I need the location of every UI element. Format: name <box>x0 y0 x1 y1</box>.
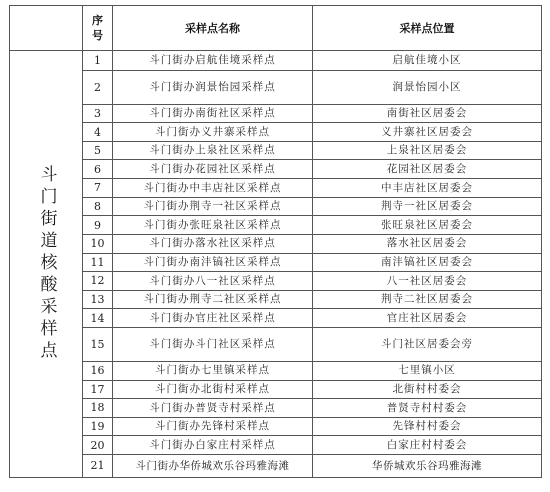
row-site-name: 斗门街办南街社区采样点 <box>113 104 313 123</box>
row-site-location: 润景怡园小区 <box>313 70 542 104</box>
table-row <box>10 399 542 418</box>
row-seq: 9 <box>83 216 113 235</box>
row-site-location: 普贤寺村村委会 <box>313 399 542 418</box>
table-row <box>10 51 542 71</box>
table-row <box>10 361 542 380</box>
row-site-name: 斗门街办张旺泉社区采样点 <box>113 216 313 235</box>
header-location: 采样点位置 <box>313 6 542 51</box>
row-site-location: 启航佳境小区 <box>313 51 542 71</box>
table-row <box>10 290 542 309</box>
header-seq-char-1: 序 <box>92 14 103 27</box>
row-site-location: 北街村村委会 <box>313 380 542 399</box>
row-seq: 6 <box>83 160 113 179</box>
row-site-name: 斗门街办七里镇采样点 <box>113 361 313 380</box>
row-seq: 18 <box>83 399 113 418</box>
row-seq: 1 <box>83 51 113 71</box>
row-site-name: 斗门街办启航佳境采样点 <box>113 51 313 71</box>
row-site-location: 落水社区居委会 <box>313 234 542 253</box>
row-site-name: 斗门街办义井寨采样点 <box>113 123 313 142</box>
row-site-name: 斗门街办斗门社区采样点 <box>113 327 313 361</box>
table-row <box>10 216 542 235</box>
table-row <box>10 253 542 272</box>
row-site-name: 斗门街办八一社区采样点 <box>113 272 313 291</box>
table-row <box>10 272 542 291</box>
row-seq: 19 <box>83 417 113 436</box>
header-seq-char-2: 号 <box>92 29 103 42</box>
table-row <box>10 160 542 179</box>
header-seq <box>83 6 113 51</box>
table-body <box>10 51 542 478</box>
row-site-name: 斗门街办华侨城欢乐谷玛雅海滩 <box>113 454 313 477</box>
row-site-location: 上泉社区居委会 <box>313 141 542 160</box>
row-seq: 16 <box>83 361 113 380</box>
row-site-location: 荆寺一社区居委会 <box>313 197 542 216</box>
row-site-location: 先锋村村委会 <box>313 417 542 436</box>
table-row <box>10 436 542 455</box>
row-seq: 15 <box>83 327 113 361</box>
row-seq: 10 <box>83 234 113 253</box>
row-seq: 14 <box>83 309 113 328</box>
row-seq: 4 <box>83 123 113 142</box>
table-row <box>10 234 542 253</box>
row-site-location: 斗门社区居委会旁 <box>313 327 542 361</box>
row-site-name: 斗门街办润景怡园采样点 <box>113 70 313 104</box>
row-site-location: 八一社区居委会 <box>313 272 542 291</box>
row-seq: 13 <box>83 290 113 309</box>
row-seq: 17 <box>83 380 113 399</box>
table-row <box>10 104 542 123</box>
row-site-location: 义井寨社区居委会 <box>313 123 542 142</box>
row-site-location: 南沣镐社区居委会 <box>313 253 542 272</box>
row-seq: 2 <box>83 70 113 104</box>
table-row <box>10 417 542 436</box>
row-site-location: 张旺泉社区居委会 <box>313 216 542 235</box>
row-seq: 8 <box>83 197 113 216</box>
row-site-name: 斗门街办官庄社区采样点 <box>113 309 313 328</box>
table-row <box>10 327 542 361</box>
row-seq: 11 <box>83 253 113 272</box>
row-site-name: 斗门街办荆寺一社区采样点 <box>113 197 313 216</box>
row-site-name: 斗门街办荆寺二社区采样点 <box>113 290 313 309</box>
table-row <box>10 70 542 104</box>
row-site-location: 南街社区居委会 <box>313 104 542 123</box>
row-site-name: 斗门街办先锋村采样点 <box>113 417 313 436</box>
row-site-name: 斗门街办南沣镐社区采样点 <box>113 253 313 272</box>
header-name: 采样点名称 <box>113 6 313 51</box>
table-row <box>10 123 542 142</box>
row-site-name: 斗门街办落水社区采样点 <box>113 234 313 253</box>
region-label: 斗门街道核酸采样点 <box>10 51 83 478</box>
table-row <box>10 179 542 198</box>
row-site-location: 白家庄村村委会 <box>313 436 542 455</box>
header-row <box>10 6 542 51</box>
row-seq: 5 <box>83 141 113 160</box>
row-site-location: 七里镇小区 <box>313 361 542 380</box>
row-site-name: 斗门街办上泉社区采样点 <box>113 141 313 160</box>
row-seq: 12 <box>83 272 113 291</box>
table-row <box>10 141 542 160</box>
row-site-name: 斗门街办中丰店社区采样点 <box>113 179 313 198</box>
row-site-location: 花园社区居委会 <box>313 160 542 179</box>
row-site-location: 中丰店社区居委会 <box>313 179 542 198</box>
row-site-location: 华侨城欢乐谷玛雅海滩 <box>313 454 542 477</box>
row-site-name: 斗门街办白家庄村采样点 <box>113 436 313 455</box>
table-row <box>10 197 542 216</box>
row-site-location: 荆寺二社区居委会 <box>313 290 542 309</box>
row-site-location: 官庄社区居委会 <box>313 309 542 328</box>
table-row <box>10 380 542 399</box>
row-site-name: 斗门街办花园社区采样点 <box>113 160 313 179</box>
sampling-sites-table <box>9 5 542 478</box>
table-row <box>10 309 542 328</box>
row-seq: 3 <box>83 104 113 123</box>
row-site-name: 斗门街办普贤寺村采样点 <box>113 399 313 418</box>
table-row <box>10 454 542 477</box>
row-seq: 21 <box>83 454 113 477</box>
row-seq: 7 <box>83 179 113 198</box>
blank-header-cell <box>10 6 83 51</box>
row-site-name: 斗门街办北街村采样点 <box>113 380 313 399</box>
row-seq: 20 <box>83 436 113 455</box>
